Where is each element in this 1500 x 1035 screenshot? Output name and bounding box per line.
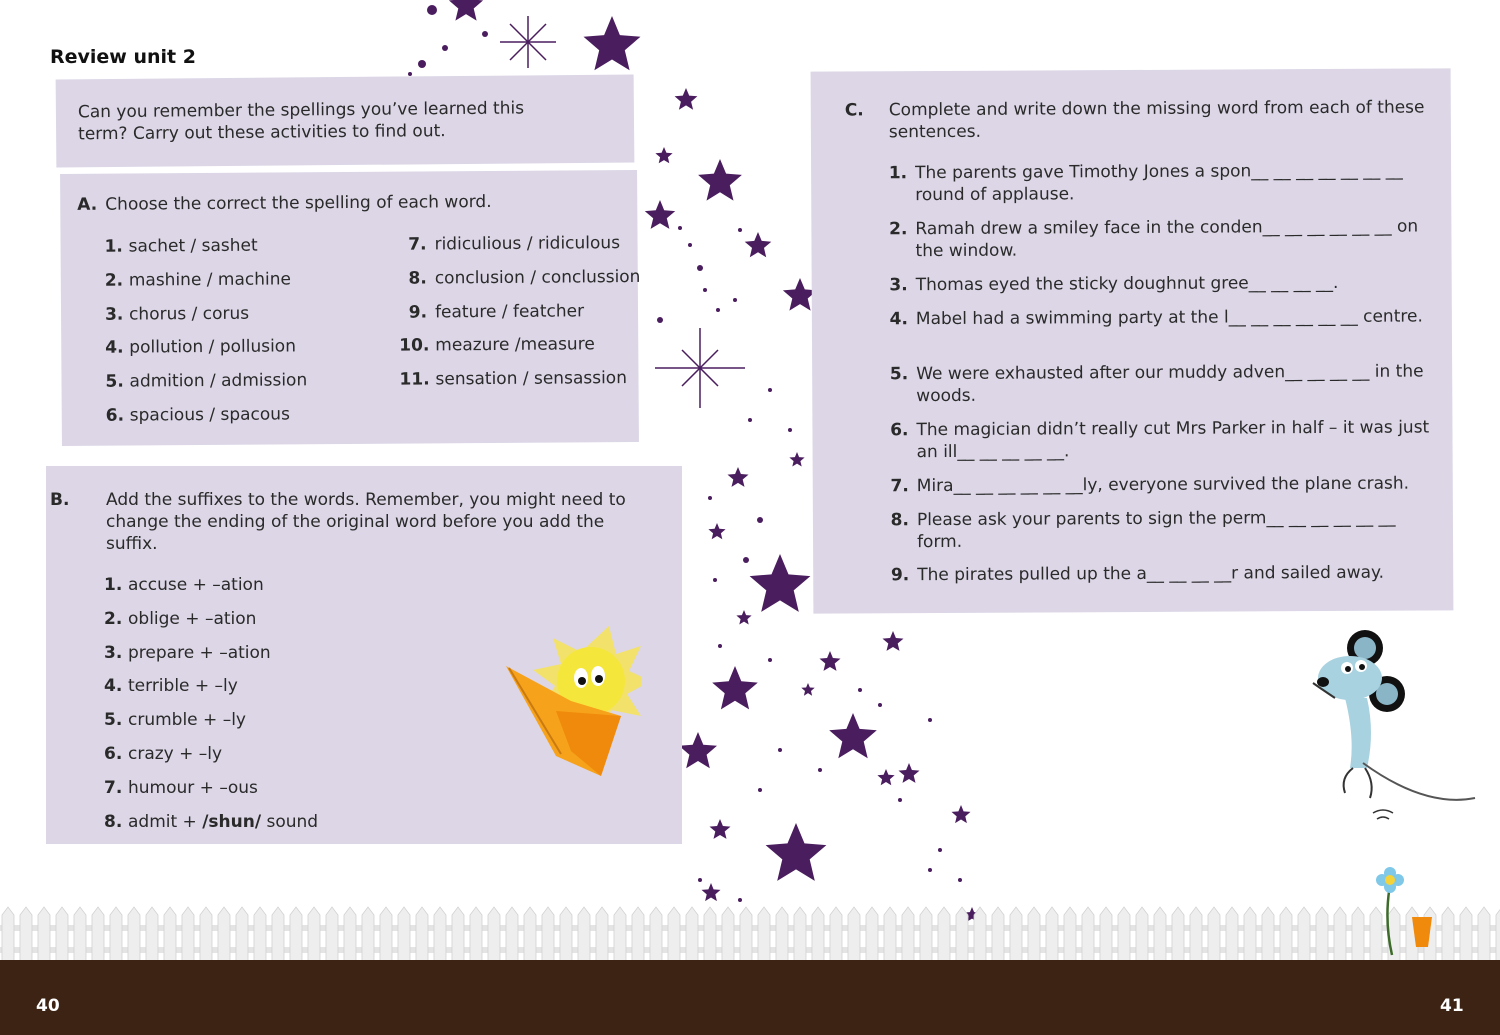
star-icon — [750, 554, 811, 612]
list-item: 2. oblige + –ation — [104, 608, 257, 629]
list-item: 6. The magician didn’t really cut Mrs Parker in half – it was just an ill__ __ __ __ __. — [890, 417, 1430, 463]
sparkle-dot — [758, 788, 762, 792]
sparkle-dot — [938, 848, 942, 852]
sparkle-dot — [697, 265, 703, 271]
section-a-letter: A. — [77, 194, 98, 215]
list-item: 10. meazure /measure — [399, 334, 595, 357]
star-icon — [710, 819, 731, 839]
list-item: 4. terrible + –ly — [104, 676, 238, 697]
intro-text: Can you remember the spellings you’ve learned this term? Carry out these activities to find out. — [77, 98, 525, 145]
star-icon — [883, 631, 904, 651]
sparkle-dot — [738, 228, 742, 232]
list-item: 3. Thomas eyed the sticky doughnut gree__ __ __ __. — [889, 272, 1339, 296]
sparkle-dot — [482, 31, 488, 37]
list-item: 3. chorus / corus — [104, 303, 250, 325]
sparkle-dot — [442, 45, 448, 51]
section-a-heading — [77, 190, 617, 216]
sparkle-dot — [743, 557, 749, 563]
sparkle-dot — [713, 578, 717, 582]
list-item: 1. accuse + –ation — [104, 575, 264, 595]
star-icon — [745, 232, 772, 257]
sparkle-dot — [418, 60, 426, 68]
star-icon — [801, 683, 814, 696]
sparkle-dot — [768, 388, 772, 392]
sparkle-dot — [688, 243, 692, 247]
sparkle-dot — [698, 878, 702, 882]
section-c-heading — [844, 96, 1449, 143]
star-icon — [820, 651, 841, 671]
sparkle-dot — [678, 226, 682, 230]
sparkle-dot — [748, 418, 752, 422]
sparkle-dot — [738, 898, 742, 902]
section-a-instruction: Choose the correct the spelling of each word. — [105, 192, 492, 215]
star-icon — [877, 769, 894, 785]
section-c-instruction: Complete and write down the missing word from each of these sentences. — [888, 97, 1425, 143]
sparkle-dot — [858, 688, 862, 692]
section-b-letter: B. — [50, 490, 70, 510]
list-item: 4. Mabel had a swimming party at the l__ __ __ __ __ __ centre. — [889, 306, 1423, 330]
star-icon — [645, 200, 675, 229]
page-number-left: 40 — [36, 996, 60, 1016]
list-item: 9. feature / featcher — [408, 300, 585, 323]
list-item: 1. The parents gave Timothy Jones a spon__ __ __ __ __ __ __ round of applause. — [888, 160, 1403, 206]
sparkle-dot — [778, 748, 782, 752]
list-item: 8. admit + /shun/ sound — [104, 812, 319, 832]
list-item: 7. humour + –ous — [104, 777, 258, 798]
list-item: 5. We were exhausted after our muddy adven__ __ __ __ in the woods. — [889, 361, 1424, 407]
star-icon — [449, 0, 483, 21]
star-icon — [736, 610, 751, 625]
section-a-panel — [60, 170, 639, 446]
star-icon — [829, 713, 877, 758]
list-item: 9. The pirates pulled up the a__ __ __ __r and sailed away. — [890, 562, 1385, 586]
star-icon — [702, 883, 721, 901]
page-number-right: 41 — [1440, 996, 1464, 1016]
list-item: 3. prepare + –ation — [104, 642, 271, 663]
list-item: 6. spacious / spacous — [105, 404, 290, 426]
sparkle-dot — [928, 868, 932, 872]
soil-ground — [0, 960, 1500, 1035]
sparkle-dot — [718, 644, 722, 648]
sparkle-dot — [657, 317, 663, 323]
list-item: 4. pollution / pollusion — [105, 336, 297, 359]
sparkle-dot — [928, 718, 932, 722]
sun-reading-book-character — [501, 626, 641, 776]
star-icon — [789, 452, 804, 467]
sparkle-dot — [958, 878, 962, 882]
section-c-letter: C. — [844, 100, 864, 121]
list-item: 2. Ramah drew a smiley face in the conden__ __ __ __ __ __ on the window. — [889, 216, 1419, 262]
section-c-panel — [811, 68, 1454, 613]
star-icon — [952, 805, 971, 823]
list-item: 5. crumble + –ly — [104, 710, 246, 731]
jumping-mouse-character — [1305, 628, 1485, 828]
sparkle-dot — [408, 72, 412, 76]
star-icon — [766, 823, 827, 881]
section-b-panel — [46, 466, 682, 844]
sparkle-dot — [768, 658, 772, 662]
section-b-heading — [50, 489, 626, 555]
page-title: Review unit 2 — [50, 46, 196, 68]
sparkle-dot — [818, 768, 822, 772]
star-icon — [728, 467, 749, 487]
list-item: 8. conclusion / conclussion — [408, 266, 641, 289]
flower-decoration — [1370, 865, 1440, 960]
sparkle-dot — [708, 496, 712, 500]
sparkle-dot — [878, 703, 882, 707]
sparkle-dot — [733, 298, 737, 302]
star-icon — [698, 159, 742, 201]
sparkle-dot — [898, 798, 902, 802]
star-icon — [899, 763, 920, 783]
intro-panel — [56, 74, 635, 167]
list-item: 11. sensation / sensassion — [399, 368, 628, 390]
list-item: 5. admition / admission — [105, 370, 308, 392]
star-icon — [712, 666, 758, 709]
sparkle-dot — [757, 517, 763, 523]
star-icon — [708, 523, 725, 539]
sparkle-dot — [788, 428, 792, 432]
list-item: 7. ridiculious / ridiculous — [408, 233, 621, 255]
star-icon — [675, 88, 698, 110]
sparkle-dot — [427, 5, 437, 15]
list-item: 8. Please ask your parents to sign the perm__ __ __ __ __ __ form. — [890, 507, 1396, 553]
section-b-instruction: Add the suffixes to the words. Remember, you might need to change the ending of the original word before you add the suffix. — [106, 490, 626, 554]
list-item: 6. crazy + –ly — [104, 744, 223, 764]
star-icon — [679, 732, 717, 768]
star-icon — [584, 16, 641, 70]
list-item: 2. mashine / machine — [104, 269, 292, 291]
list-item: 1. sachet / sashet — [104, 235, 258, 257]
star-icon — [655, 147, 672, 163]
list-item: 7. Mira__ __ __ __ __ __ly, everyone survived the plane crash. — [890, 473, 1410, 497]
sparkle-dot — [703, 288, 707, 292]
sparkle-dot — [716, 308, 720, 312]
